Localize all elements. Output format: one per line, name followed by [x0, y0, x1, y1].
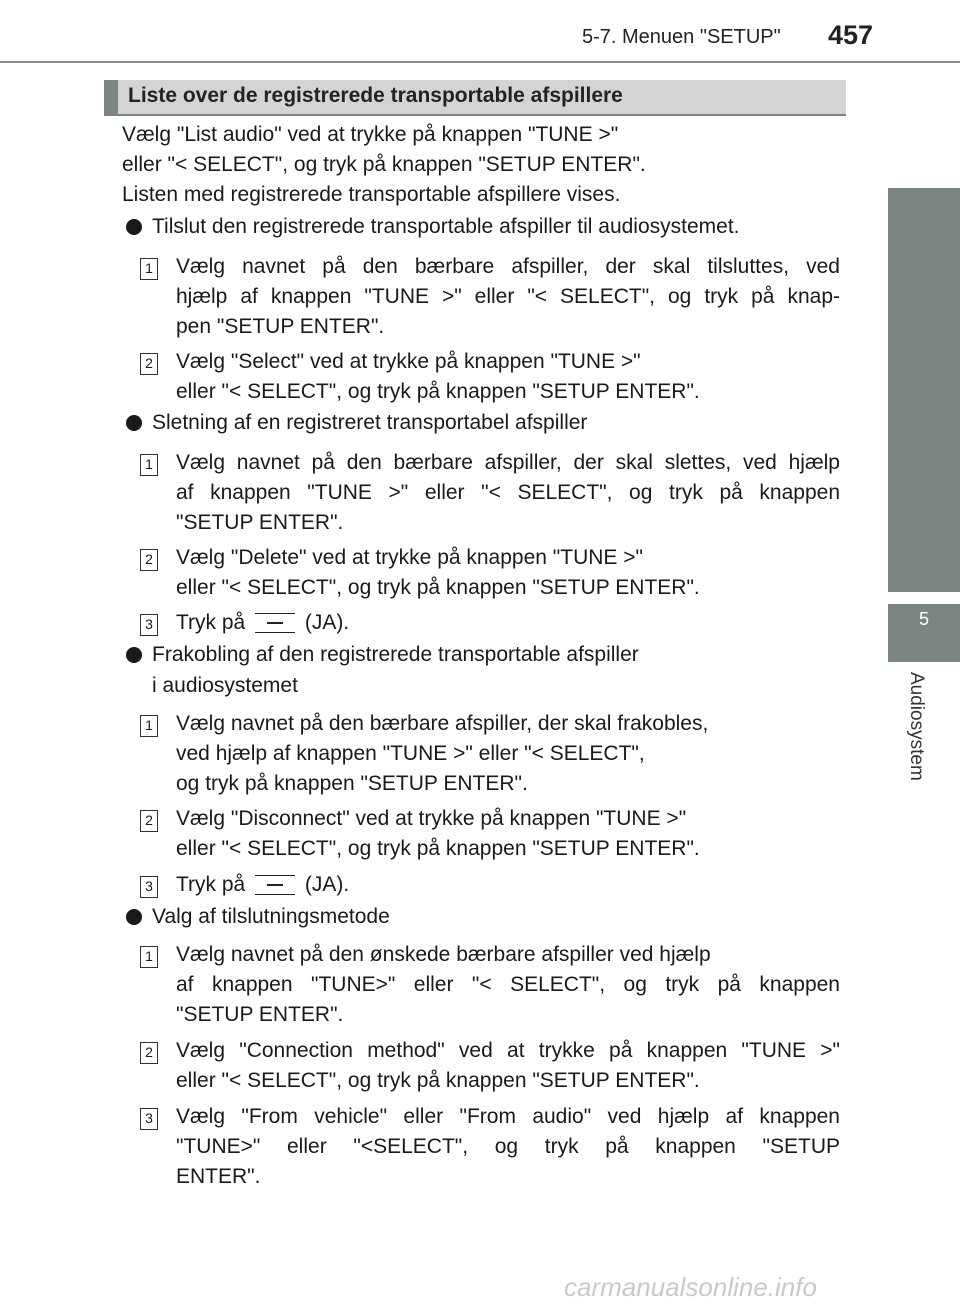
section-title-bar	[104, 80, 846, 114]
step-text-line: Vælg "Delete" ved at trykke på knappen "TUNE >"	[176, 546, 643, 569]
step-text-line: Vælg "Connection method" ved at trykke på knappen "TUNE >"	[176, 1039, 840, 1062]
step-text-line: "SETUP ENTER".	[176, 511, 344, 534]
step-text-line: af knappen "TUNE>" eller "< SELECT", og tryk på knappen	[176, 973, 840, 996]
bullet-icon	[126, 647, 142, 663]
step-text: (JA).	[304, 873, 350, 896]
step-text-line: ved hjælp af knappen "TUNE >" eller "< SELECT",	[176, 742, 645, 765]
chapter-title: Audiosystem	[906, 672, 927, 781]
step-text-line	[176, 870, 349, 900]
bullet-icon	[126, 415, 142, 431]
step-text-line: "TUNE>" eller "<SELECT", og tryk på knappen "SETUP	[176, 1135, 840, 1158]
step-text: Tryk på	[176, 873, 246, 896]
step-text-line: Vælg navnet på den bærbare afspiller, der skal slettes, ved hjælp	[176, 451, 840, 474]
step-number-box: 1	[140, 258, 158, 280]
step-number-box: 2	[140, 810, 158, 832]
step-text-line: "SETUP ENTER".	[176, 1003, 344, 1026]
step-text-line: Vælg "Select" ved at trykke på knappen "TUNE >"	[176, 350, 641, 373]
step-text-line: hjælp af knappen "TUNE >" eller "< SELECT", og tryk på knap-	[176, 285, 840, 308]
step-number-box: 3	[140, 876, 158, 898]
section-title-rule	[104, 114, 846, 116]
bullet-icon	[126, 909, 142, 925]
step-number-box: 1	[140, 454, 158, 476]
step-text-line: pen "SETUP ENTER".	[176, 315, 385, 338]
step-text-line: Vælg "From vehicle" eller "From audio" ved hjælp af knappen	[176, 1105, 840, 1128]
step-number-box: 1	[140, 715, 158, 737]
chapter-number: 5	[888, 604, 960, 662]
step-number-box: 2	[140, 1042, 158, 1064]
step-number-box: 2	[140, 353, 158, 375]
step-text-line: Vælg "Disconnect" ved at trykke på knappen "TUNE >"	[176, 807, 687, 830]
bullet-title: i audiosystemet	[152, 674, 298, 697]
step-text-line: eller "< SELECT", og tryk på knappen "SETUP ENTER".	[176, 1069, 700, 1092]
step-text-line: Vælg navnet på den bærbare afspiller, der skal frakobles,	[176, 712, 709, 735]
step-text-line	[176, 608, 349, 638]
section-header: 5-7. Menuen "SETUP"	[582, 26, 781, 48]
intro-line: eller "< SELECT", og tryk på knappen "SETUP ENTER".	[122, 153, 646, 176]
step-text-line: eller "< SELECT", og tryk på knappen "SETUP ENTER".	[176, 576, 700, 599]
step-number-box: 2	[140, 549, 158, 571]
step-number-box: 1	[140, 946, 158, 968]
step-text: Tryk på	[176, 611, 246, 634]
bullet-title: Tilslut den registrerede transportable afspiller til audiosystemet.	[152, 215, 740, 238]
step-number-box: 3	[140, 614, 158, 636]
bullet-title: Valg af tilslutningsmetode	[152, 905, 390, 928]
yes-button-icon	[255, 613, 295, 633]
watermark: carmanualsonline.info	[564, 1272, 817, 1302]
section-title: Liste over de registrerede transportable afspillere	[128, 84, 623, 107]
bullet-icon	[126, 219, 142, 235]
header-divider	[0, 61, 960, 63]
step-text-line: Vælg navnet på den bærbare afspiller, der skal tilsluttes, ved	[176, 255, 840, 278]
step-text-line: ENTER".	[176, 1165, 261, 1188]
step-number-box: 3	[140, 1108, 158, 1130]
step-text-line: af knappen "TUNE >" eller "< SELECT", og tryk på knappen	[176, 481, 840, 504]
page-number: 457	[828, 20, 874, 50]
step-text-line: Vælg navnet på den ønskede bærbare afspiller ved hjælp	[176, 943, 711, 966]
intro-line: Listen med registrerede transportable afspillere vises.	[122, 183, 621, 206]
step-text-line: og tryk på knappen "SETUP ENTER".	[176, 772, 528, 795]
step-text: (JA).	[304, 611, 350, 634]
yes-button-icon	[255, 875, 295, 895]
chapter-tab	[888, 188, 960, 592]
step-text-line: eller "< SELECT", og tryk på knappen "SETUP ENTER".	[176, 837, 700, 860]
intro-line: Vælg "List audio" ved at trykke på knappen "TUNE >"	[122, 123, 619, 146]
bullet-title: Sletning af en registreret transportabel afspiller	[152, 411, 588, 434]
step-text-line: eller "< SELECT", og tryk på knappen "SETUP ENTER".	[176, 380, 700, 403]
bullet-title: Frakobling af den registrerede transportable afspiller	[152, 643, 639, 666]
